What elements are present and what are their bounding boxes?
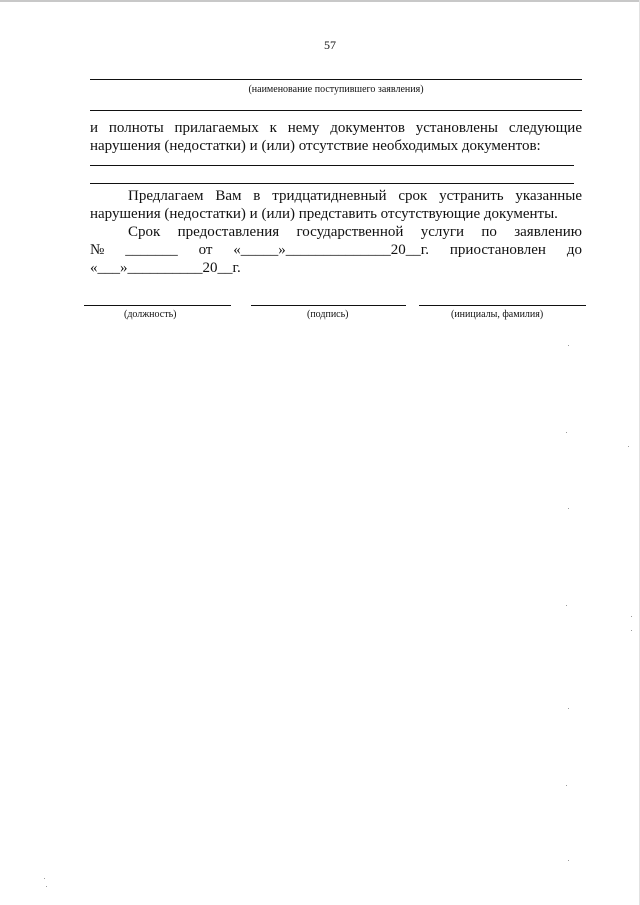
- name-caption: (инициалы, фамилия): [451, 309, 544, 320]
- blank-line-3: [90, 183, 574, 184]
- violations-text-line-2: нарушения (недостатки) и (или) отсутствие необходимых документов:: [90, 138, 541, 154]
- from-word: от: [198, 242, 213, 258]
- violations-text-line-1: и полноты прилагаемых к нему документов установлены следующие: [90, 120, 582, 136]
- application-name-caption: (наименование поступившего заявления): [248, 84, 424, 95]
- name-signature-line: [419, 305, 586, 306]
- scan-speck: [631, 630, 632, 631]
- signature-line: [251, 305, 406, 306]
- number-sign: №: [90, 242, 105, 258]
- scan-speck: [568, 345, 569, 346]
- proposal-text-line-1: Предлагаем Вам в тридцатидневный срок устранить указанные: [128, 188, 582, 204]
- scan-speck: [566, 605, 567, 606]
- position-caption: (должность): [124, 309, 177, 320]
- page-number: 57: [324, 38, 336, 52]
- scan-speck: [628, 446, 629, 447]
- scan-speck: [631, 616, 632, 617]
- blank-line-1: [90, 110, 582, 111]
- blank-line-2: [90, 165, 574, 166]
- signature-caption: (подпись): [307, 309, 349, 320]
- scan-speck: [568, 508, 569, 509]
- application-number-blank: _______: [125, 242, 178, 258]
- position-signature-line: [84, 305, 231, 306]
- until-word: до: [566, 242, 582, 258]
- application-date-blank: «_____»______________20__г.: [233, 242, 430, 258]
- proposal-text-line-2: нарушения (недостатки) и (или) представить отсутствующие документы.: [90, 206, 558, 222]
- scan-speck: [568, 708, 569, 709]
- scan-speck: [566, 785, 567, 786]
- scan-speck: [46, 886, 47, 887]
- scan-speck: [568, 860, 569, 861]
- term-text-line-2: [90, 241, 582, 259]
- scan-top-edge: [0, 0, 640, 2]
- term-text-line-3: «___»__________20__г.: [90, 260, 241, 276]
- application-name-line: [90, 79, 582, 80]
- term-text-line-1: Срок предоставления государственной услуги по заявлению: [128, 224, 582, 240]
- scan-speck: [566, 432, 567, 433]
- scan-speck: [44, 878, 45, 879]
- suspended-word: приостановлен: [449, 242, 546, 258]
